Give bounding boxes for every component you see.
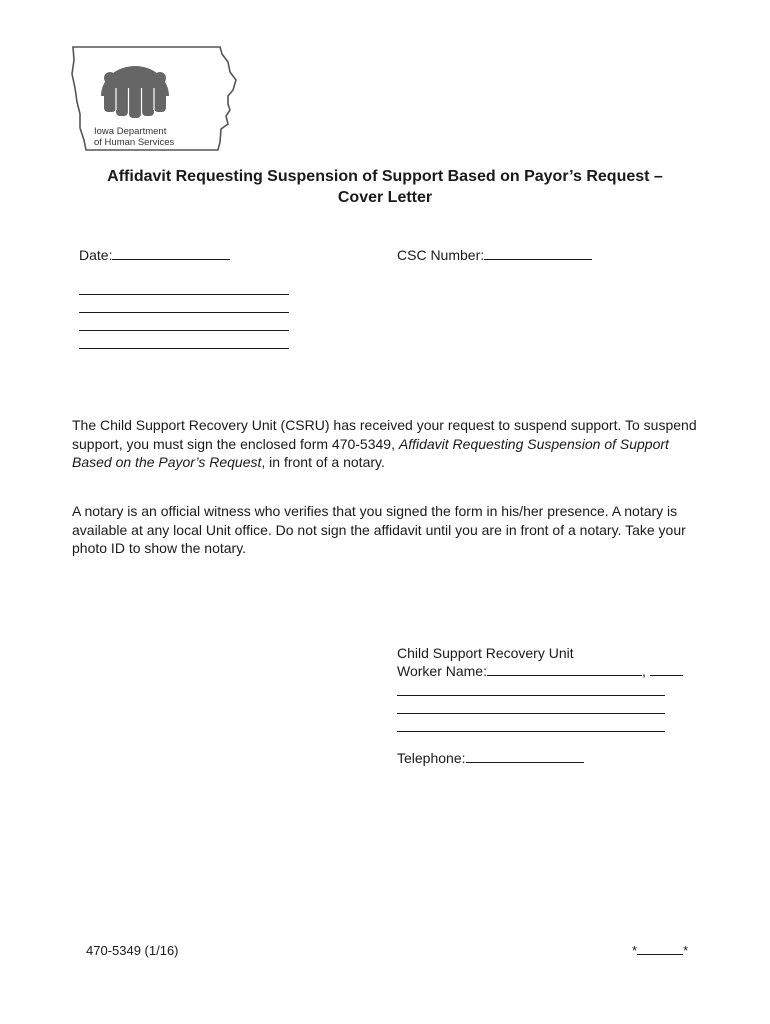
worker-id-blank[interactable]	[650, 662, 683, 676]
form-number: 470-5349 (1/16)	[86, 943, 179, 958]
logo-line-1: Iowa Department	[94, 126, 167, 137]
worker-address-line-3[interactable]	[397, 731, 665, 732]
worker-name-separator: ,	[641, 663, 646, 679]
footer-code	[632, 943, 688, 959]
date-field[interactable]	[79, 246, 230, 264]
telephone-label: Telephone:	[397, 750, 466, 766]
csc-number-blank[interactable]	[484, 246, 592, 260]
date-label: Date:	[79, 247, 113, 263]
logo-text	[94, 126, 174, 148]
date-blank[interactable]	[112, 246, 230, 260]
paragraph-request-text: The Child Support Recovery Unit (CSRU) has received your request to suspend support. To suspend support, you must sign the enclosed form 470-5349,	[72, 417, 697, 452]
address-line-4[interactable]	[79, 348, 289, 349]
title-line-2: Cover Letter	[337, 189, 433, 206]
telephone-field[interactable]	[397, 749, 584, 767]
title-line-1: Affidavit Requesting Suspension of Support Based on Payor’s Request –	[107, 168, 663, 185]
address-line-2[interactable]	[79, 312, 289, 313]
form-title-italic: Affidavit Requesting Suspension of Support Based on the Payor’s Request	[72, 435, 669, 470]
footer-star-right: *	[683, 943, 689, 958]
unit-name: Child Support Recovery Unit	[397, 645, 574, 661]
worker-name-blank[interactable]	[487, 662, 642, 676]
address-line-1[interactable]	[79, 294, 289, 295]
footer-code-blank[interactable]	[637, 943, 683, 955]
paragraph-notary: A notary is an official witness who verifies that you signed the form in his/her presence. A notary is available at any local Unit office. Do not sign the affidavit until you are in front of a notary. Take your photo ID to show the notary.	[72, 503, 686, 556]
document-title	[60, 166, 710, 208]
paragraph-request	[72, 416, 702, 472]
address-line-3[interactable]	[79, 330, 289, 331]
csc-number-label: CSC Number:	[397, 247, 485, 263]
telephone-blank[interactable]	[466, 749, 584, 763]
worker-name-label: Worker Name:	[397, 663, 487, 679]
footer-star-left: *	[632, 943, 638, 958]
logo-line-2: of Human Services	[94, 137, 175, 148]
paragraph-request-end: , in front of a notary.	[261, 454, 385, 470]
csc-number-field[interactable]	[397, 246, 592, 264]
worker-name-field[interactable]	[397, 662, 683, 680]
worker-address-line-1[interactable]	[397, 695, 665, 696]
worker-address-line-2[interactable]	[397, 713, 665, 714]
